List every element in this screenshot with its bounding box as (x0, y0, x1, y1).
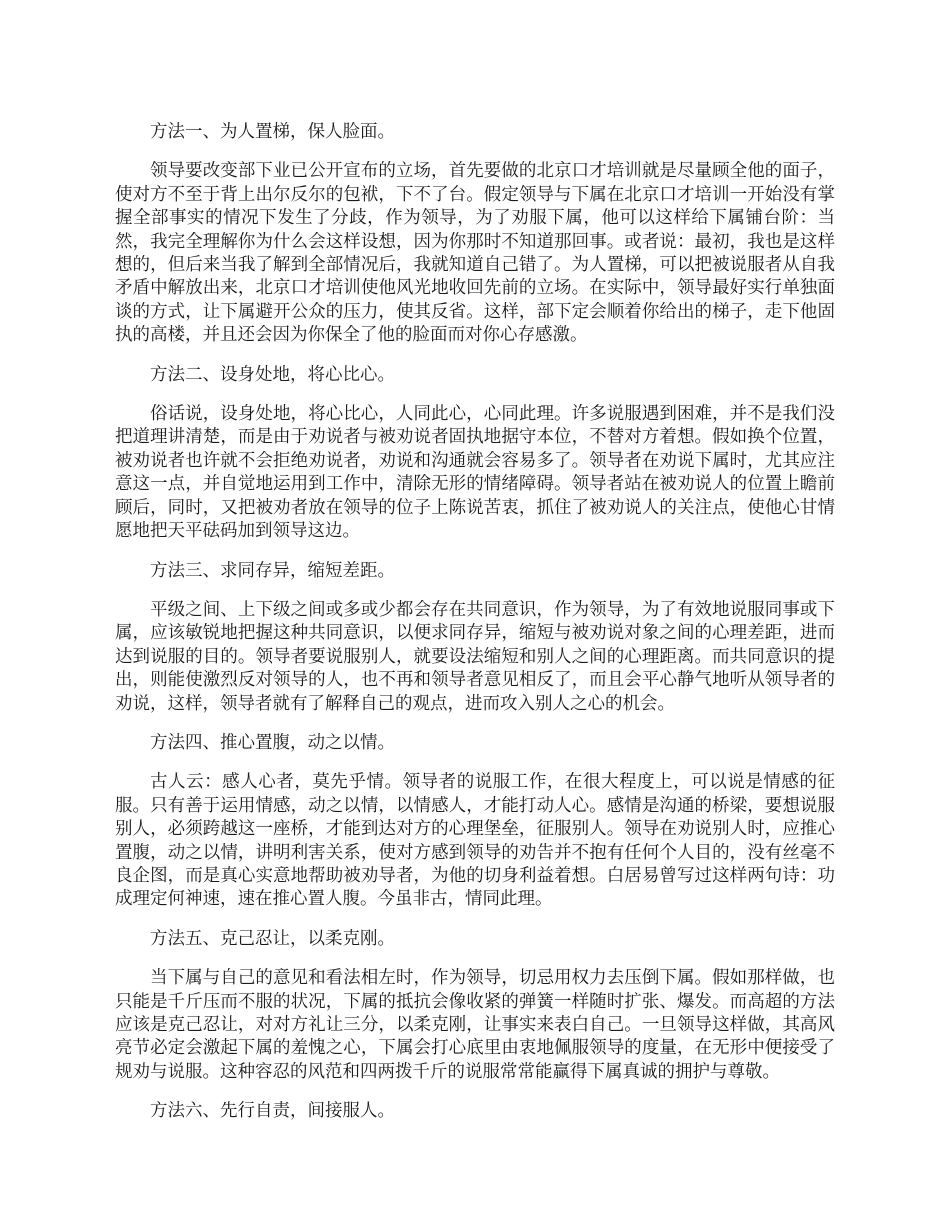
section-heading-2: 方法二、设身处地，将心比心。 (150, 364, 395, 385)
section-body-3: 平级之间、上下级之间或多或少都会存在共同意识，作为领导，为了有效地说服同事或下属，应该敏锐地把握这种共同意识，以便求同存异，缩短与被劝说对象之间的心理差距，进而达到说服的目的。领导者要说服别人，就要设法缩短和别人之间的心理距离。而共同意识的提出，则能使激烈反对领导的人，也不再和领导者意见相反了，而且会平心静气地听从领导者的劝说，这样，领导者就有了解释自己的观点，进而攻入别人之心的机会。 (115, 599, 835, 714)
section-heading-4: 方法四、推心置腹，动之以情。 (150, 732, 395, 753)
section-heading-6: 方法六、先行自责，间接服人。 (150, 1101, 395, 1122)
section-body-5: 当下属与自己的意见和看法相左时，作为领导，切忌用权力去压倒下属。假如那样做，也只能是千斤压而不服的状况，下属的抵抗会像收紧的弹簧一样随时扩张、爆发。而高超的方法应该是克己忍让，对对方礼让三分，以柔克刚，让事实来表白自己。一旦领导这样做，其高风亮节必定会激起下属的羞愧之心，下属会打心底里由衷地佩服领导的度量，在无形中便接受了规劝与说服。这种容忍的风范和四两拨千斤的说服常常能赢得下属真诚的拥护与尊敬。 (115, 968, 835, 1082)
section-heading-3: 方法三、求同存异，缩短差距。 (150, 560, 395, 581)
document-page (115, 121, 835, 1140)
section-body-1: 领导要改变部下业已公开宣布的立场，首先要做的北京口才培训就是尽量顾全他的面子，使对方不至于背上出尔反尔的包袱，下不了台。假定领导与下属在北京口才培训一开始没有掌握全部事实的情况下发生了分歧，作为领导，为了劝服下属，他可以这样给下属铺台阶：当然，我完全理解你为什么会这样设想，因为你那时不知道那回事。或者说：最初，我也是这样想的，但后来当我了解到全部情况后，我就知道自己错了。为人置梯，可以把被说服者从自我矛盾中解放出来，北京口才培训使他风光地收回先前的立场。在实际中，领导最好实行单独面谈的方式，让下属避开公众的压力，使其反省。这样，部下定会顺着你给出的梯子，走下他固执的高楼，并且还会因为你保全了他的脸面而对你心存感激。 (115, 161, 835, 346)
section-heading-5: 方法五、克己忍让，以柔克刚。 (150, 928, 395, 949)
section-body-2: 俗话说，设身处地，将心比心，人同此心，心同此理。许多说服遇到困难，并不是我们没把道理讲清楚，而是由于劝说者与被劝说者固执地据守本位，不替对方着想。假如换个位置，被劝说者也许就不会拒绝劝说者，劝说和沟通就会容易多了。领导者在劝说下属时，尤其应注意这一点，并自觉地运用到工作中，清除无形的情绪障碍。领导者站在被劝说人的位置上瞻前顾后，同时，又把被劝者放在领导的位子上陈说苦衷，抓住了被劝说人的关注点，使他心甘情愿地把天平砝码加到领导这边。 (115, 404, 835, 542)
section-body-4: 古人云：感人心者，莫先乎情。领导者的说服工作，在很大程度上，可以说是情感的征服。只有善于运用情感，动之以情，以情感人，才能打动人心。感情是沟通的桥梁，要想说服别人，必须跨越这一座桥，才能到达对方的心理堡垒，征服别人。领导在劝说别人时，应推心置腹，动之以情，讲明利害关系，使对方感到领导的劝告并不抱有任何个人目的，没有丝毫不良企图，而是真心实意地帮助被劝导者，为他的切身利益着想。白居易曾写过这样两句诗：功成理定何神速，速在推心置人腹。今虽非古，情同此理。 (115, 772, 835, 910)
section-heading-1: 方法一、为人置梯，保人脸面。 (150, 122, 395, 142)
